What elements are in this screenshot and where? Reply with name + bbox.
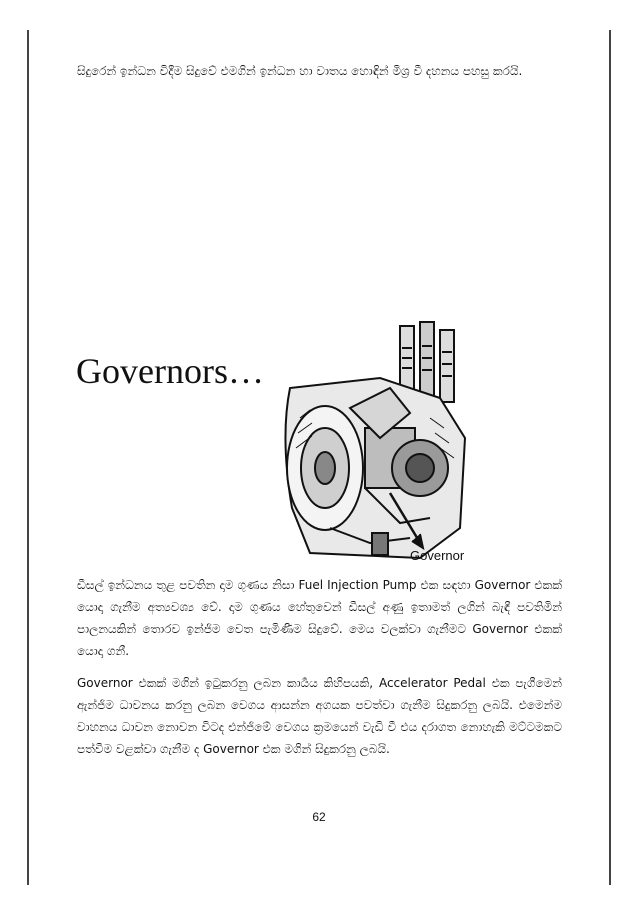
paragraph-2: ඩීසල් ඉන්ධනය තුළ පවතින දාම ගුණය නිසා Fuel Injection Pump එක සඳහා Governor එකක් යොදා ගැනීම අත්‍යවශ්‍ය වේ. දාම ගුණය හේතුවෙන් ඩීසල් අණු ඉතාමත් ලගින් බැඳී පවතිමින් පාලනයකින් තොරව ඉන්ජිම වෙත පැමිණීම සිදුවේ. මෙය වලක්වා ගැනීමට Governor එකක් යොදා ගනී. <box>77 578 562 658</box>
left-border-line <box>27 30 29 885</box>
section-heading: Governors… <box>76 351 264 391</box>
intro-paragraph: සිදුරෙන් ඉන්ධන විදීම සිදුවේ එමගින් ඉන්ධන හා වාතය හොඳින් මිශ්‍ර වී දහනය පහසු කරයි. <box>77 64 523 78</box>
fuel-injection-pump-illustration <box>270 318 470 570</box>
page-number: 62 <box>312 810 326 824</box>
paragraph-3: Governor එකක් මගින් ඉටුකරනු ලබන කාර්‍යය කිහිපයකි, Accelerator Pedal එක පැගීමෙන් ඇන්ජිම ධාවනය කරනු ලබන වෙගය ආසන්න අගයක පවත්වා ගැනීම සිදුකරනු ලබයි. එමෙන්ම වාහනය ධාවන නොවන විටද එන්ජිමේ වෙගය ක්‍රමයෙන් වැඩි වී එය දරාගත නොහැකි මට්ටමකට පත්වීම වළක්වා ගැනීම ද Governor එක මගින් සිදුකරනු ලබයි. <box>77 676 562 756</box>
governor-figure-label: Governor <box>410 548 465 563</box>
right-border-line <box>609 30 611 885</box>
